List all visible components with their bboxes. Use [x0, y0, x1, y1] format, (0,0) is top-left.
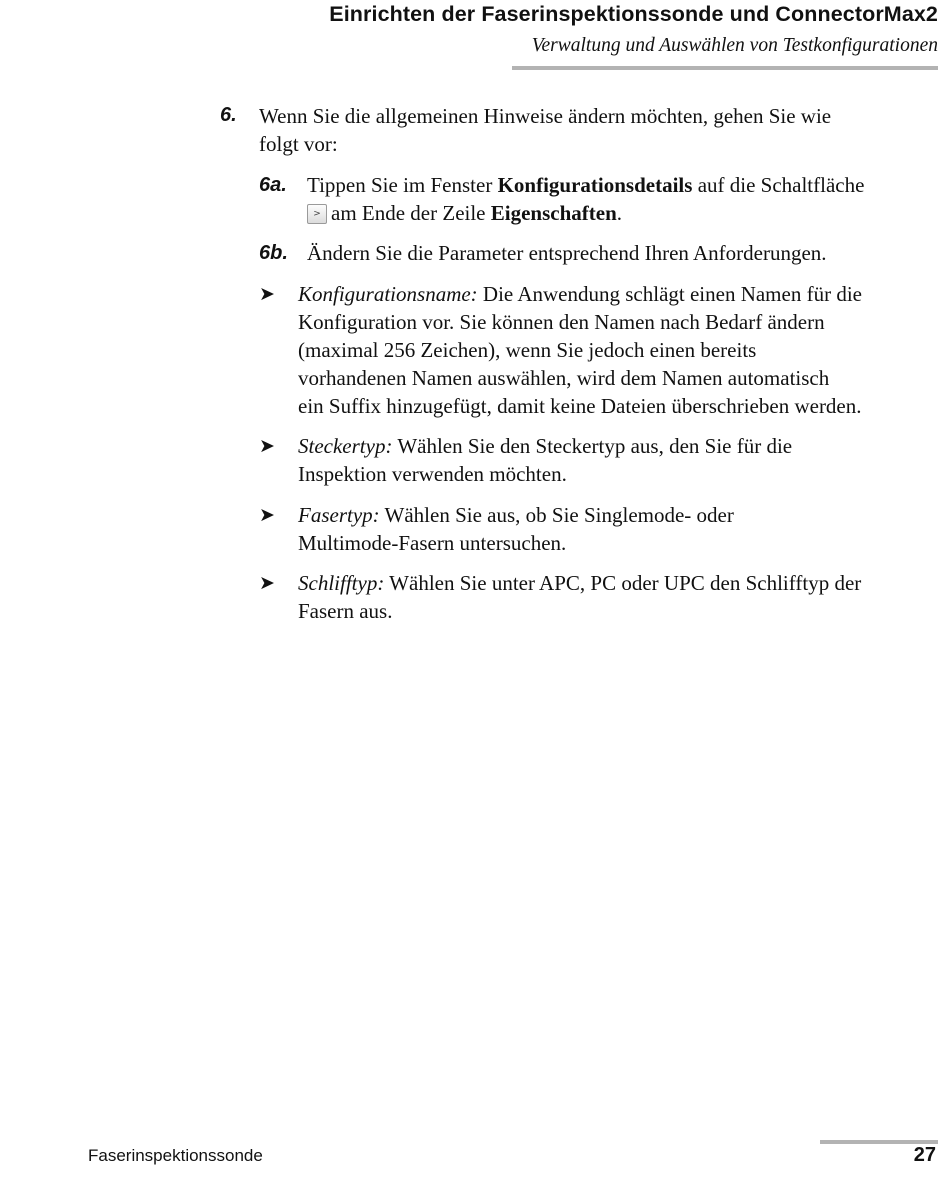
bullet-term: Steckertyp:	[298, 434, 393, 458]
bullet-line: Konfiguration vor. Sie können den Namen nach Bedarf ändern	[298, 310, 825, 334]
step-6-number: 6.	[220, 104, 237, 126]
bullet-line: Wählen Sie unter APC, PC oder UPC den Schlifftyp der	[384, 571, 862, 595]
bullet-arrow-icon: ➤	[259, 505, 275, 526]
step-6a-post: auf die Schaltfläche	[692, 173, 865, 197]
step-6-line-2: folgt vor:	[259, 132, 338, 156]
bullet-konfigurationsname	[298, 280, 862, 420]
page-number: 27	[913, 1144, 936, 1166]
page-header-subtitle: Verwaltung und Auswählen von Testkonfigurationen	[531, 35, 938, 56]
bullet-line: Die Anwendung schlägt einen Namen für die	[477, 282, 862, 306]
bullet-term: Konfigurationsname:	[298, 282, 478, 306]
step-6a-period: .	[616, 201, 623, 225]
bullet-fasertyp	[298, 501, 734, 557]
eigenschaften-term: Eigenschaften	[490, 201, 617, 225]
bullet-arrow-icon: ➤	[259, 284, 275, 305]
bullet-arrow-icon: ➤	[259, 436, 275, 457]
step-6-line-1: Wenn Sie die allgemeinen Hinweise ändern möchten, gehen Sie wie	[259, 104, 832, 128]
bullet-line: (maximal 256 Zeichen), wenn Sie jedoch einen bereits	[298, 338, 757, 362]
step-6b-number: 6b.	[259, 242, 288, 264]
step-6a-text	[307, 171, 864, 227]
bullet-line: Fasern aus.	[298, 599, 393, 623]
step-6-text	[259, 102, 831, 158]
bullet-schlifftyp	[298, 569, 861, 625]
bullet-term: Fasertyp:	[298, 503, 380, 527]
bullet-line: Multimode-Fasern untersuchen.	[298, 531, 567, 555]
chevron-right-button-icon: >	[307, 204, 327, 224]
bullet-line: ein Suffix hinzugefügt, damit keine Dateien überschrieben werden.	[298, 394, 862, 418]
bullet-steckertyp	[298, 432, 792, 488]
step-6a-number: 6a.	[259, 174, 287, 196]
step-6b-text: Ändern Sie die Parameter entsprechend Ihren Anforderungen.	[307, 241, 827, 265]
page-header-title: Einrichten der Faserinspektionssonde und ConnectorMax2	[329, 2, 938, 26]
bullet-line: Wählen Sie den Steckertyp aus, den Sie für die	[392, 434, 793, 458]
bullet-line: Wählen Sie aus, ob Sie Singlemode- oder	[379, 503, 734, 527]
bullet-term: Schlifftyp:	[298, 571, 385, 595]
header-divider	[512, 66, 938, 70]
step-6a-pre: Tippen Sie im Fenster	[307, 173, 498, 197]
konfigurationsdetails-term: Konfigurationsdetails	[497, 173, 693, 197]
step-6a-line2-pre: am Ende der Zeile	[331, 201, 491, 225]
footer-section-title: Faserinspektionssonde	[88, 1146, 263, 1165]
bullet-arrow-icon: ➤	[259, 573, 275, 594]
bullet-line: Inspektion verwenden möchten.	[298, 462, 567, 486]
bullet-line: vorhandenen Namen auswählen, wird dem Namen automatisch	[298, 366, 830, 390]
